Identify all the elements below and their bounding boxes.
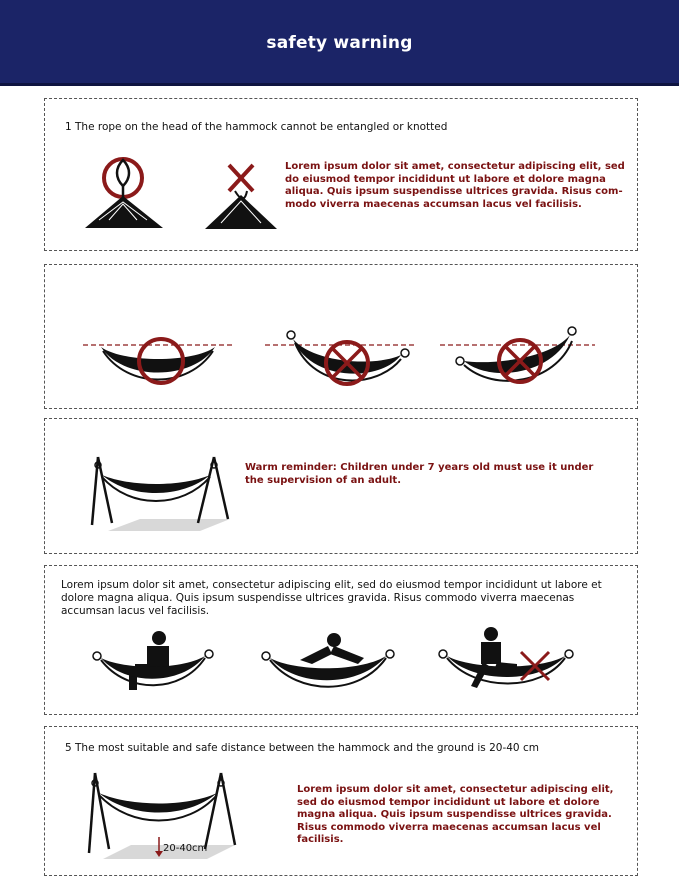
section-hang-angle bbox=[44, 264, 638, 409]
section-5-body: Lorem ipsum dolor sit amet, consectetur adipiscing elit, sed do eiusmod tempor incididunt ut labore et dolore magna aliqua. Quis ipsum suspendisse ultrices gravida. Risus commodo viverra maecenas accumsan lacus vel facilisis. bbox=[297, 784, 614, 845]
section-1-heading: 1 The rope on the head of the hammock cannot be entangled or knotted bbox=[65, 121, 448, 133]
correct-rope-icon bbox=[85, 154, 185, 234]
distance-label: 20-40cm bbox=[163, 843, 208, 854]
section-rope-knot bbox=[44, 98, 638, 251]
section-4-body: Lorem ipsum dolor sit amet, consectetur adipiscing elit, sed do eiusmod tempor incididunt ut labore et dolore magna aliqua. Quis ipsum suspendisse ultrices gravida. Risus commodo viverra maecenas accumsan lacus vel facilisis. bbox=[61, 579, 602, 617]
hammock-stand-illustration bbox=[90, 451, 250, 541]
section-ground-distance bbox=[44, 726, 638, 876]
section-3-body: Warm reminder: Children under 7 years old must use it under the supervision of an adult. bbox=[245, 462, 594, 486]
section-usage-posture bbox=[44, 565, 638, 715]
sitting-person-diagram bbox=[85, 624, 225, 699]
section-5-heading: 5 The most suitable and safe distance between the hammock and the ground is 20-40 cm bbox=[65, 742, 539, 754]
section-children-warning bbox=[44, 418, 638, 554]
standing-on-hammock-diagram bbox=[437, 622, 587, 702]
section-1-body: Lorem ipsum dolor sit amet, consectetur adipiscing elit, sed do eiusmod tempor incididunt ut labore et dolore magna aliqua. Quis ipsum suspendisse ultrices gravida. Risus com-modo viverra maecenas accumsan lacus vel facilisis. bbox=[285, 161, 625, 210]
page-title: safety warning bbox=[266, 33, 413, 53]
tilted-hang-diagram-1 bbox=[265, 323, 420, 393]
lying-person-diagram bbox=[260, 628, 405, 698]
correct-hang-diagram bbox=[83, 323, 238, 393]
page-header bbox=[0, 0, 679, 86]
tilted-hang-diagram-2 bbox=[440, 323, 600, 393]
